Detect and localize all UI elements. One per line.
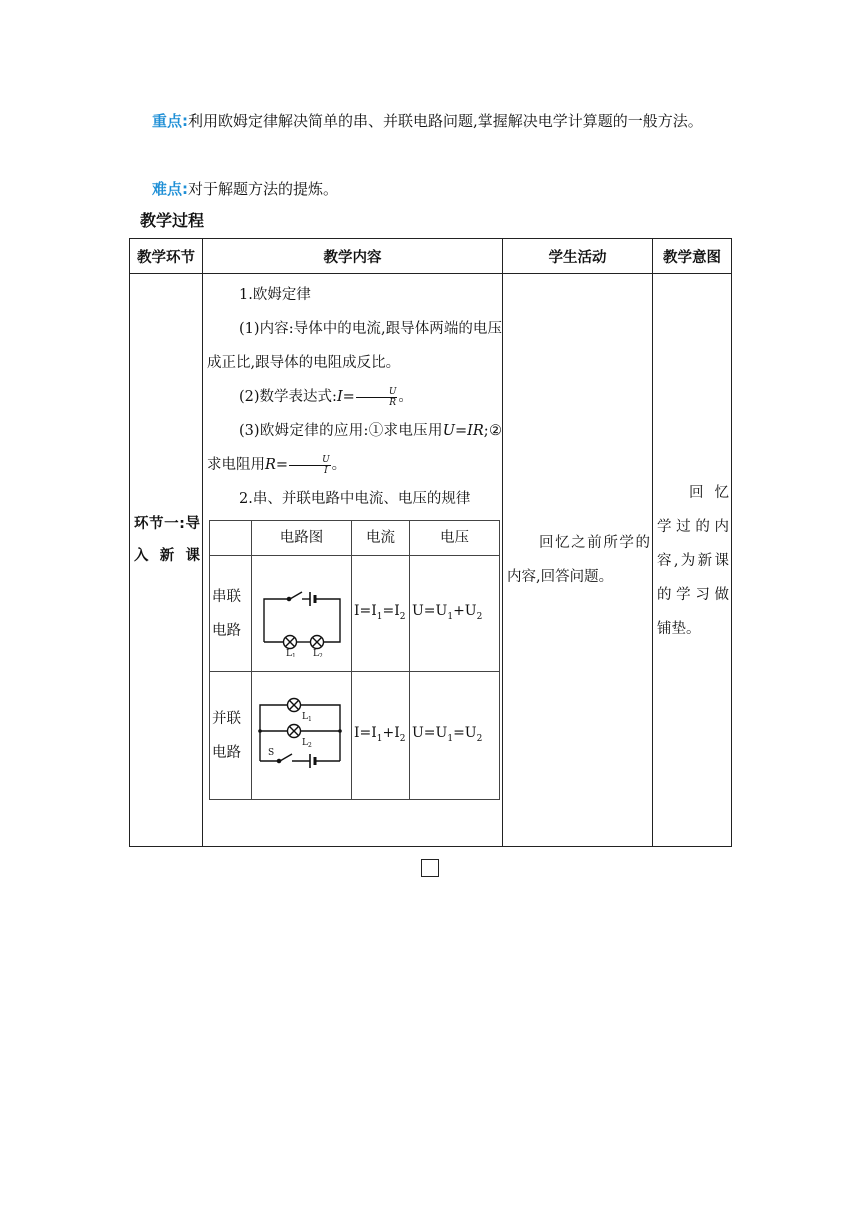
header-activity: 学生活动 bbox=[503, 239, 653, 274]
lamp-2-label: $L_2$ bbox=[301, 738, 312, 749]
switch-label: S bbox=[267, 748, 274, 758]
formula-eq: = bbox=[342, 389, 355, 405]
lamp-1-label: $L_1$ bbox=[301, 712, 312, 723]
intent-cell bbox=[653, 274, 732, 847]
series-label: 串联电路 bbox=[210, 556, 252, 672]
fraction-denominator: I bbox=[324, 465, 328, 476]
parallel-circuit-icon bbox=[254, 679, 350, 779]
voltage-formula: U=IR bbox=[442, 423, 484, 439]
resistance-var: R bbox=[265, 457, 276, 473]
content-line-1: 1.欧姆定律 bbox=[239, 287, 311, 303]
parallel-voltage: $U=U_1=U_2$ bbox=[410, 672, 500, 800]
series-voltage: $U=U_1+U_2$ bbox=[410, 556, 500, 672]
resistance-eq: = bbox=[275, 457, 289, 473]
header-intent: 教学意图 bbox=[653, 239, 732, 274]
fraction-numerator: U bbox=[289, 455, 331, 466]
parallel-current: $I=I_1+I_2$ bbox=[352, 672, 410, 800]
fraction-numerator: U bbox=[356, 387, 398, 398]
difficulty-point bbox=[120, 172, 740, 206]
inner-header-diagram: 电路图 bbox=[252, 521, 352, 556]
formula-prefix: (2)数学表达式: bbox=[239, 389, 337, 405]
key-point-text: 利用欧姆定律解决简单的串、并联电路问题,掌握解决电学计算题的一般方法。 bbox=[188, 112, 703, 130]
fraction-denominator: R bbox=[389, 397, 397, 408]
section-title: 教学过程 bbox=[140, 211, 205, 230]
parallel-circuit-diagram bbox=[252, 672, 352, 800]
application-text: (3)欧姆定律的应用:①求电压用 bbox=[239, 423, 443, 439]
series-current: $I=I_1=I_2$ bbox=[352, 556, 410, 672]
series-row bbox=[210, 556, 500, 672]
table-row bbox=[130, 274, 732, 847]
ohm-fraction bbox=[356, 387, 398, 408]
circuit-rules-table bbox=[209, 520, 500, 800]
difficulty-text: 对于解题方法的提炼。 bbox=[188, 180, 339, 198]
lamp-1-label: $L_1$ bbox=[285, 649, 296, 657]
formula-var: I bbox=[336, 389, 343, 405]
key-point bbox=[120, 104, 740, 138]
header-stage: 教学环节 bbox=[130, 239, 203, 274]
intent-text: 回忆学过的内容,为新课的学习做铺垫。 bbox=[657, 485, 729, 637]
content-line-5: 2.串、并联电路中电流、电压的规律 bbox=[239, 491, 471, 507]
inner-header-current: 电流 bbox=[352, 521, 410, 556]
stage-text: 环节一:导入新课 bbox=[134, 516, 200, 564]
lamp-2-label: $L_2$ bbox=[312, 649, 323, 657]
header-content: 教学内容 bbox=[203, 239, 503, 274]
application-text-2: ;②求电阻用 bbox=[207, 423, 502, 473]
content-line-3 bbox=[203, 380, 502, 414]
difficulty-label: 难点: bbox=[152, 180, 188, 198]
formula-end: 。 bbox=[331, 457, 347, 473]
formula-end: 。 bbox=[398, 389, 413, 405]
series-circuit-diagram bbox=[252, 556, 352, 672]
parallel-label: 并联电路 bbox=[210, 672, 252, 800]
inner-header-voltage: 电压 bbox=[410, 521, 500, 556]
inner-header-row bbox=[210, 521, 500, 556]
content-line-2: (1)内容:导体中的电流,跟导体两端的电压成正比,跟导体的电阻成反比。 bbox=[207, 321, 502, 371]
series-circuit-icon bbox=[254, 557, 350, 657]
parallel-row bbox=[210, 672, 500, 800]
content-cell bbox=[203, 274, 503, 847]
inner-header-empty bbox=[210, 521, 252, 556]
activity-text: 回忆之前所学的内容,回答问题。 bbox=[507, 535, 650, 585]
teaching-process-table bbox=[129, 238, 732, 847]
key-point-label: 重点: bbox=[152, 112, 188, 130]
table-header-row bbox=[130, 239, 732, 274]
content-line-4 bbox=[203, 414, 502, 482]
stage-cell bbox=[130, 274, 203, 847]
activity-cell bbox=[503, 274, 653, 847]
resistance-fraction bbox=[289, 455, 331, 476]
placeholder-box bbox=[421, 859, 439, 877]
